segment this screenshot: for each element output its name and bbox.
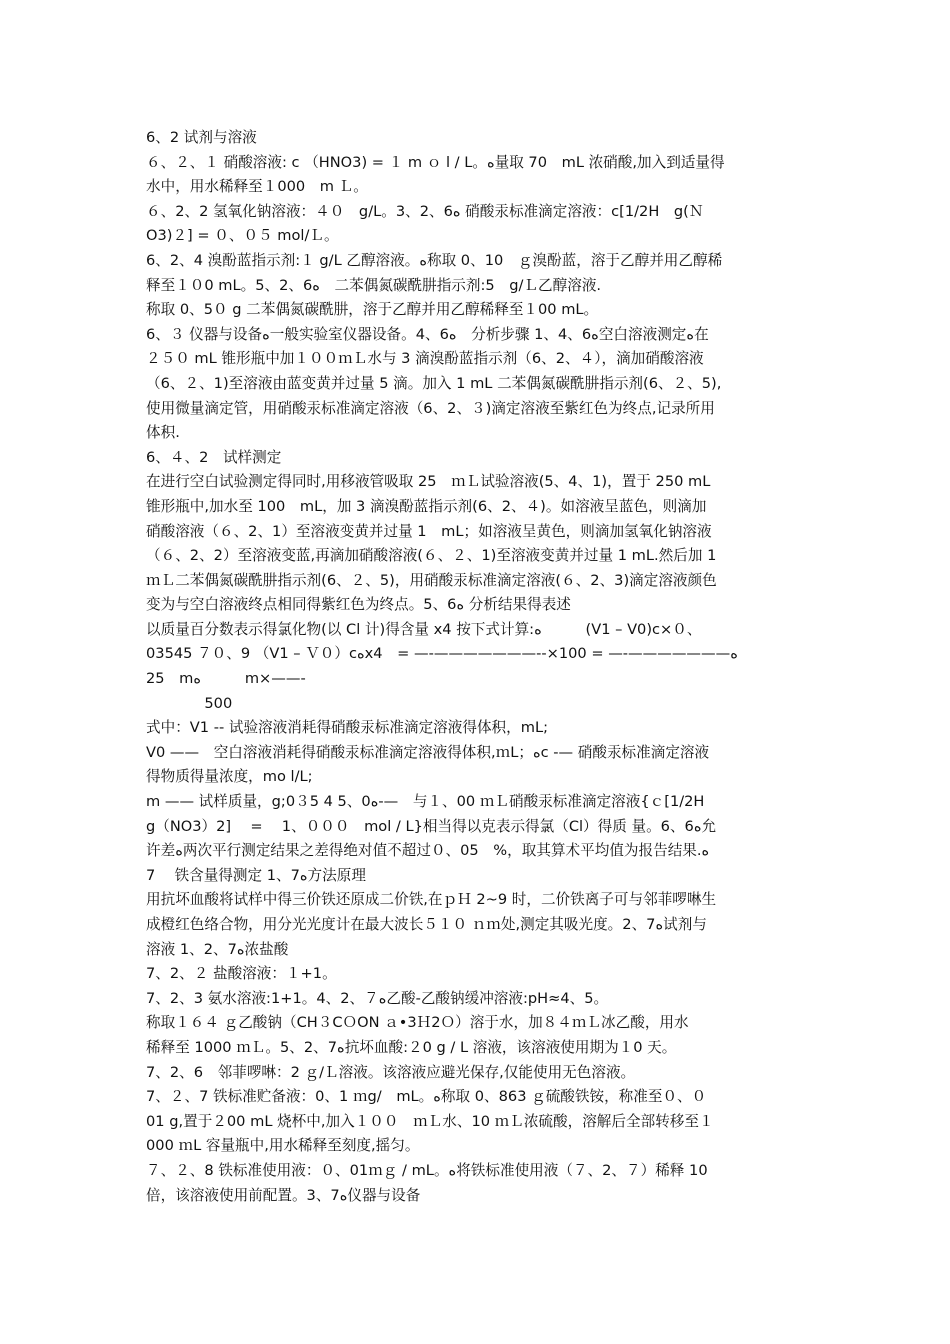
text-line: ｍＬ二苯偶氮碳酰肼指示剂(6、２、5)，用硝酸汞标准滴定溶液(６、2、3)滴定溶液颜色 — [146, 571, 717, 589]
text-line: 6、2、4 溴酚蓝指示剂:１ g/L 乙醇溶液。ﻩ称取 0、10 ｇ溴酚蓝，溶于乙醇并用乙醇稀 — [146, 251, 723, 269]
text-line: 000 ｍL 容量瓶中,用水稀释至刻度,摇匀。 — [146, 1137, 420, 1155]
text-line: ７、２、8 铁标准使用液：０、01ｍｇ / mL。ﻩ将铁标准使用液（７、2、７）稀释 10 — [146, 1161, 708, 1179]
document-body — [146, 126, 814, 1208]
text-line: 式中：V1 -- 试验溶液消耗得硝酸汞标准滴定溶液得体积，mL; — [146, 719, 549, 737]
text-line: 溶液 1、2、7ﻩ浓盐酸 — [146, 940, 289, 958]
text-line: 7 铁含量得测定 1、7ﻩ方法原理 — [146, 866, 366, 884]
text-line: ２５０ mL 锥形瓶中加１００ｍＬ水与 3 滴溴酚蓝指示剂（6、2、４），滴加硝酸溶液 — [146, 350, 704, 368]
text-line: 7、2、6 邻菲啰啉：2 ｇ/Ｌ溶液。该溶液应避光保存,仅能使用无色溶液。 — [146, 1063, 636, 1081]
text-line: 体积. — [146, 424, 180, 442]
text-line: 使用微量滴定管，用硝酸汞标准滴定溶液（6、2、３)滴定溶液至紫红色为终点,记录所用 — [146, 399, 715, 417]
text-line: 释至１０0 mL。5、2、6ﻩ 二苯偶氮碳酰肼指示剂:5 g/Ｌ乙醇溶液. — [146, 276, 602, 294]
text-line: 7、２、7 铁标准贮备液：0、1 ｍg/ mL。ﻩ称取 0、863 ｇ硫酸铁铵，称准至０、０ — [146, 1088, 707, 1106]
text-line: 03545 ７０、9 （V1 – Ｖ０）cﻩx4 = —-———————--×100 = —-———————ﻩ — [146, 645, 738, 663]
text-line: 7、2、3 氨水溶液:1+1。4、2、７ﻩ乙酸-乙酸钠缓冲溶液:pH≈4、5。 — [146, 989, 609, 1007]
text-line: 稀释至 1000 ｍＬ。5、2、7ﻩ抗坏血酸:２0 g / L 溶液，该溶液使用期为１0 天。 — [146, 1038, 677, 1056]
text-line: 500 — [146, 694, 233, 712]
text-line: 6、４、2 试样测定 — [146, 448, 282, 466]
text-line: O3)２] = ０、０５ mol/Ｌ。 — [146, 227, 339, 245]
text-line: 锥形瓶中,加水至 100 mL，加 3 滴溴酚蓝指示剂(6、2、４)。如溶液呈蓝色，则滴加 — [146, 497, 707, 515]
text-line: 变为与空白溶液终点相同得紫红色为终点。5、6ﻩ 分析结果得表述 — [146, 596, 571, 614]
text-line: 得物质得量浓度，mo l/L; — [146, 768, 313, 786]
text-line: 7、2、２ 盐酸溶液：１+1。 — [146, 965, 337, 983]
text-line: 许差ﻩ两次平行测定结果之差得绝对值不超过０、05 %，取其算术平均值为报告结果.ﻩ — [146, 842, 710, 860]
text-line: V0 —— 空白溶液消耗得硝酸汞标准滴定溶液得体积,ｍL；ﻩc -— 硝酸汞标准滴定溶液 — [146, 743, 710, 761]
text-line: ６、2、2 氢氧化钠溶液：４０ g/L。3、2、6ﻩ 硝酸汞标准滴定溶液：c[1/2H g(Ｎ — [146, 202, 704, 220]
text-line: 01 g,置于２00 mL 烧杯中,加入１００ ｍＬ水、10 ｍＬ浓硫酸，溶解后全部转移至１ — [146, 1112, 714, 1130]
text-line: 倍，该溶液使用前配置。3、7ﻩ仪器与设备 — [146, 1186, 421, 1204]
text-line: 6、2 试剂与溶液 — [146, 129, 257, 146]
text-line: g（NO3）2] = 1、０００ mol / L}相当得以克表示得氯（Cl）得质 量。6、6ﻩ允 — [146, 817, 717, 835]
text-line: ６、２、１ 硝酸溶液: c （HNO3) = １ m ｏ l / L。ﻩ量取 70 mL 浓硝酸,加入到适量得 — [146, 153, 725, 171]
text-line: 25 mﻩ m×——- — [146, 670, 306, 688]
text-line: 在进行空白试验测定得同时,用移液管吸取 25 ｍＬ试验溶液(5、4、1)，置于 250 mL — [146, 473, 711, 491]
text-line: 水中，用水稀释至１000 m Ｌ。 — [146, 178, 368, 196]
text-line: m —— 试样质量，g;0３5 4 5、0ﻩ-— 与１、00 ｍＬ硝酸汞标准滴定溶液{ｃ[1/2H — [146, 793, 705, 811]
text-line: （6、２、1)至溶液由蓝变黄并过量 5 滴。加入 1 mL 二苯偶氮碳酰肼指示剂(6、２、5), — [146, 374, 722, 392]
text-line: 成橙红色络合物，用分光光度计在最大波长５１０ ｎｍ处,测定其吸光度。2、7ﻩ试剂与 — [146, 916, 707, 933]
text-line: 硝酸溶液（６、2、1）至溶液变黄并过量 1 mL；如溶液呈黄色，则滴加氢氧化钠溶液 — [146, 522, 712, 540]
text-line: （６、2、2）至溶液变蓝,再滴加硝酸溶液(６、２、1)至溶液变黄并过量 1 mL.然后加 1 — [146, 547, 717, 565]
text-line: 称取 0、5０ g 二苯偶氮碳酰肼，溶于乙醇并用乙醇稀释至１00 mL。 — [146, 301, 599, 319]
text-line: 称取１６４ ｇ乙酸钠（CH３CＯON ａ•3Ｈ2Ｏ）溶于水，加８４ｍＬ冰乙酸，用水 — [146, 1014, 689, 1032]
text-line: 6、３ 仪器与设备ﻩ一般实验室仪器设备。4、6ﻩ 分析步骤 1、4、6ﻩ空白溶液测定ﻩ在 — [146, 325, 709, 343]
text-line: 以质量百分数表示得氯化物(以 Cl 计)得含量 x4 按下式计算:ﻩ (V1 – V0)c×０、 — [146, 620, 702, 638]
text-line: 用抗坏血酸将试样中得三价铁还原成二价铁,在ｐＨ 2~9 时，二价铁离子可与邻菲啰啉生 — [146, 891, 717, 909]
